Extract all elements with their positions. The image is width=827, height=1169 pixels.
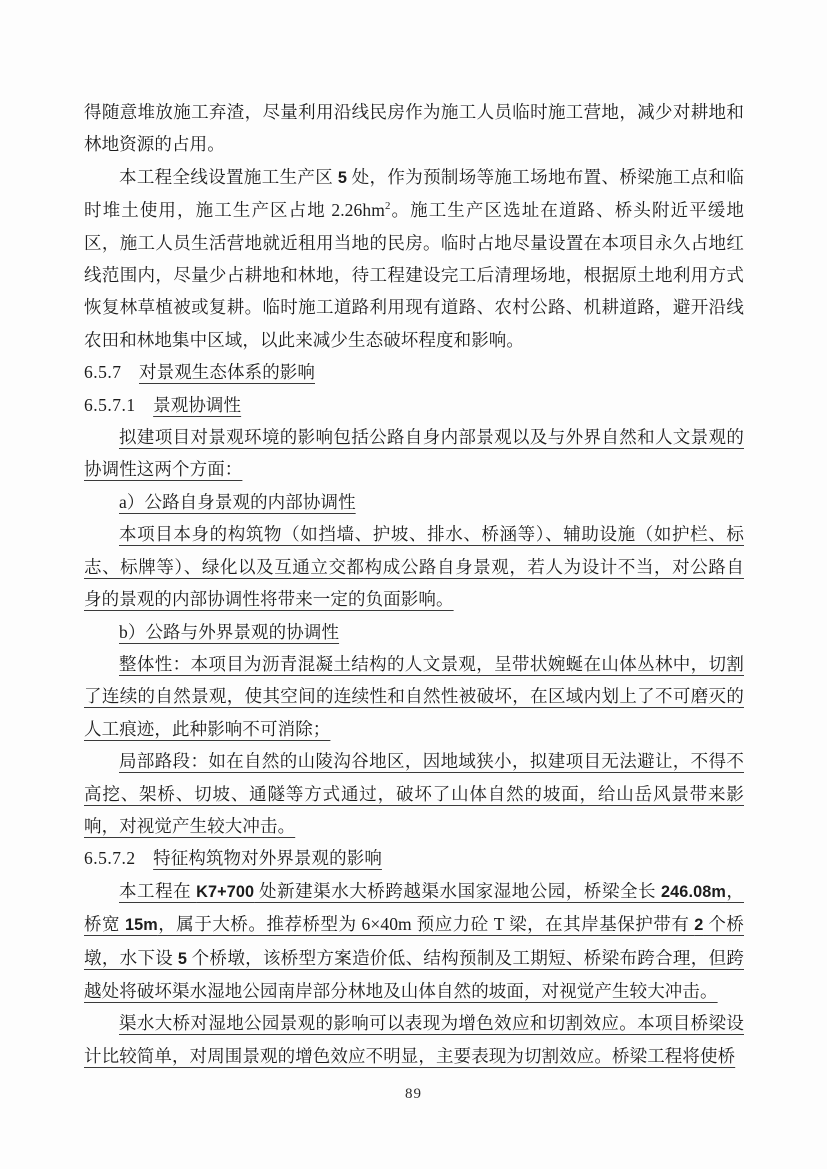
page-footer (0, 1086, 827, 1103)
paragraph (84, 96, 744, 161)
page-number: 89 (405, 1086, 422, 1102)
section-heading (84, 389, 744, 421)
paragraph (84, 616, 744, 648)
text-run: 局部路段：如在自然的山陵沟谷地区，因地域狭小，拟建项目无法避让，不得不高挖、架桥、切坡、通隧等方式通过，破坏了山体自然的坡面，给山岳风景带来影响，对视觉产生较大冲击。 (84, 751, 744, 836)
text-run: 本工程全线设置施工生产区 (119, 166, 338, 187)
section-number: 6.5.7.2 (84, 848, 136, 869)
numeric-emphasis: 2 (694, 916, 704, 935)
text-run: 个桥墩，水下设 (84, 914, 744, 968)
text-run: 。施工生产区选址在道路、桥头附近平缓地区，施工人员生活营地就近租用当地的民房。临时占地尽量设置在本项目永久占地红线范围内，尽量少占耕地和林地，待工程建设完工后清理场地，根据原土地利用方式恢复林草植被或复耕。临时施工道路利用现有道路、农村公路、机耕道路，避开沿线农田和林地集中区域，以此来减少生态破坏程度和影响。 (84, 200, 744, 350)
superscript: 2 (384, 200, 391, 213)
numeric-emphasis: K7+700 (196, 882, 255, 901)
text-run: 处新建渠水大桥跨越渠水国家湿地公园，桥梁全长 (254, 880, 662, 901)
text-run: 整体性：本项目为沥青混凝土结构的人文景观，呈带状婉蜒在山体丛林中，切割了连续的自然景观，使其空间的连续性和自然性被破坏，在区域内划上了不可磨灭的人工痕迹，此种影响不可消除； (84, 653, 744, 739)
text-run: 本工程在 (119, 880, 197, 901)
document-body (84, 96, 744, 1072)
text-run: b）公路与外界景观的协调性 (119, 621, 340, 642)
paragraph (84, 161, 744, 356)
paragraph (84, 518, 744, 615)
section-number: 6.5.7.1 (84, 394, 136, 415)
section-heading (84, 842, 744, 874)
text-run: a）公路自身景观的内部协调性 (119, 491, 356, 512)
paragraph (84, 648, 744, 745)
text-run: ，属于大桥。推荐桥型为 6×40m 预应力砼 T 梁，在其岸基保护带有 (157, 914, 695, 935)
paragraph (84, 875, 744, 1008)
numeric-emphasis: 5 (177, 949, 187, 968)
numeric-emphasis: 246.08m (661, 882, 726, 901)
numeric-emphasis: 15m (124, 916, 158, 935)
section-number: 6.5.7 (84, 362, 122, 383)
section-title: 景观协调性 (153, 394, 242, 415)
text-run: 个桥墩，该桥型方案造价低、结构预制及工期短、桥梁布跨合理，但跨越处将破坏渠水湿地公园南岸部分林地及山体自然的坡面，对视觉产生较大冲击。 (84, 947, 744, 1001)
text-run: 处，作为预制场等施工场地布置、桥梁施工点和临时堆土使用，施工生产区占地 2.26hm (84, 166, 744, 221)
paragraph (84, 421, 744, 486)
numeric-emphasis: 5 (337, 168, 347, 187)
text-run: ，桥宽 (84, 880, 744, 935)
text-run: 得随意堆放施工弃渣，尽量利用沿线民房作为施工人员临时施工营地，减少对耕地和林地资源的占用。 (84, 102, 744, 155)
text-run: 拟建项目对景观环境的影响包括公路自身内部景观以及与外界自然和人文景观的协调性这两个方面： (84, 427, 744, 480)
text-run: 本项目本身的构筑物（如挡墙、护坡、排水、桥涵等）、辅助设施（如护栏、标志、标牌等）、绿化以及互通立交都构成公路自身景观，若人为设计不当，对公路自身的景观的内部协调性将带来一定的负面影响。 (84, 524, 744, 610)
paragraph (84, 1007, 744, 1072)
text-run: 渠水大桥对湿地公园景观的影响可以表现为增色效应和切割效应。本项目桥梁设计比较简单，对周围景观的增色效应不明显，主要表现为切割效应。桥梁工程将使桥 (84, 1013, 744, 1066)
paragraph (84, 745, 744, 842)
paragraph (84, 486, 744, 518)
section-title: 对景观生态体系的影响 (139, 362, 315, 383)
section-heading (84, 356, 744, 388)
section-title: 特征构筑物对外界景观的影响 (153, 848, 382, 869)
